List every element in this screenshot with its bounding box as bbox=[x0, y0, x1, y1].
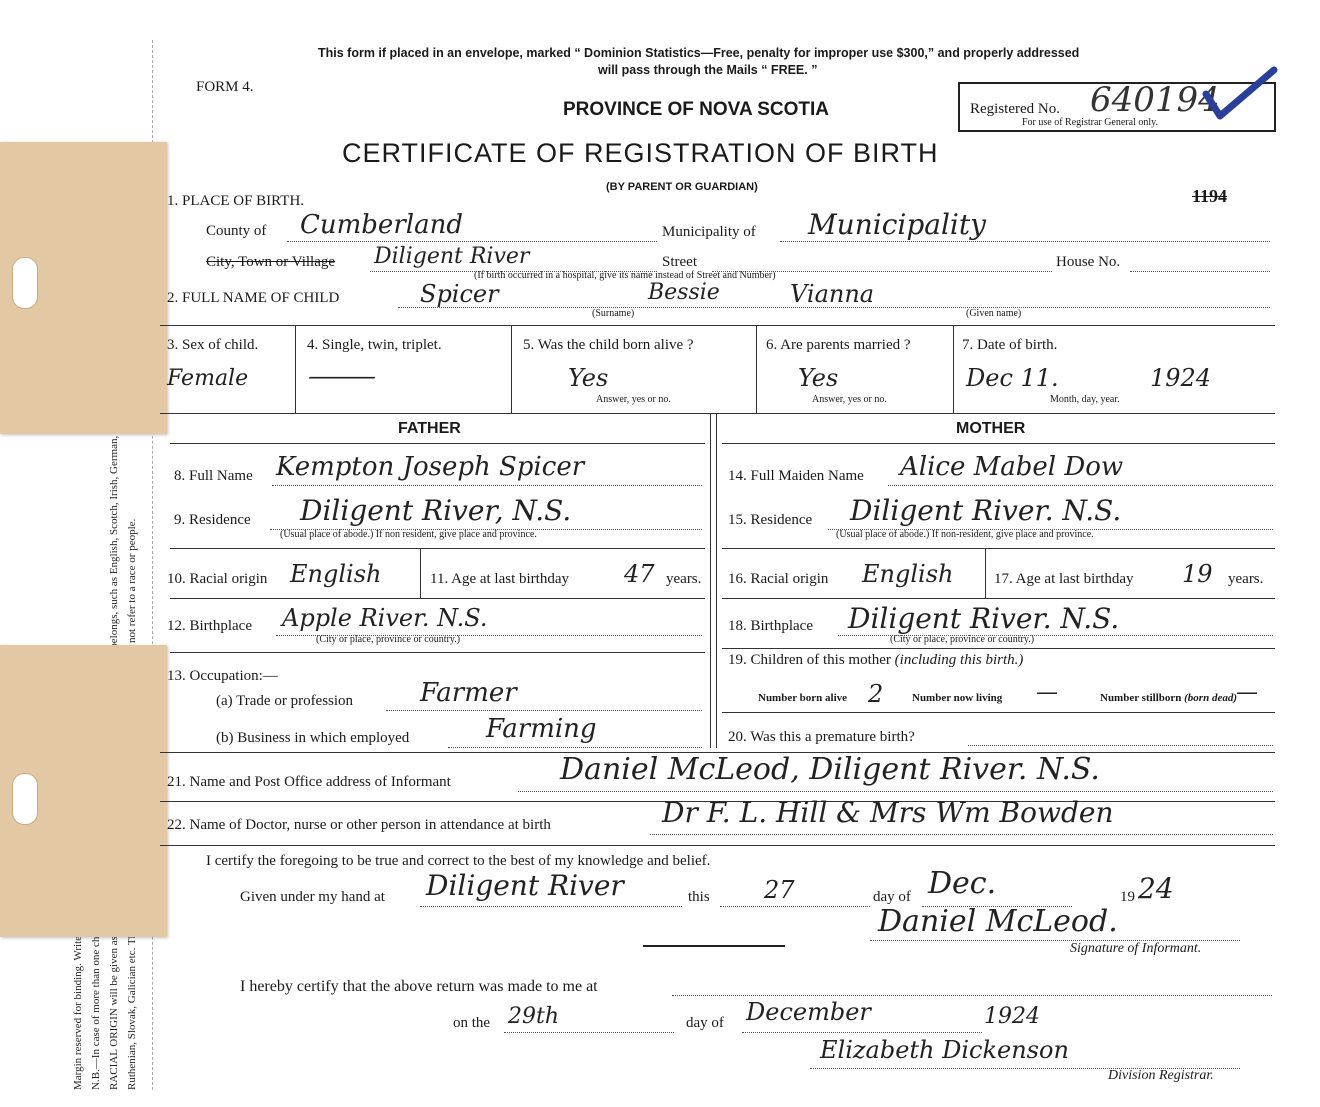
county-value: Cumberland bbox=[300, 210, 463, 240]
street-label: Street bbox=[662, 254, 697, 270]
single-label: 4. Single, twin, triplet. bbox=[307, 337, 442, 353]
father-birthplace-value: Apple River. N.S. bbox=[282, 604, 488, 632]
on-the-label: on the bbox=[453, 1015, 491, 1031]
stillborn-label: Number stillborn (born dead) bbox=[1100, 692, 1237, 704]
living-label: Number now living bbox=[912, 692, 1003, 704]
mother-heading: MOTHER bbox=[956, 420, 1026, 437]
mother-age-suffix: years. bbox=[1228, 571, 1264, 587]
father-name-value: Kempton Joseph Spicer bbox=[276, 452, 585, 482]
form-number: FORM 4. bbox=[196, 79, 254, 95]
child-given-name-2: Vianna bbox=[790, 280, 875, 308]
father-heading: FATHER bbox=[398, 420, 461, 437]
sex-value: Female bbox=[167, 366, 249, 391]
born-alive-label: Number born alive bbox=[758, 692, 848, 704]
paper-tag-bottom bbox=[0, 645, 167, 937]
registered-number: 640194 bbox=[1090, 80, 1220, 120]
father-age-value: 47 bbox=[624, 560, 655, 588]
father-residence-label: 9. Residence bbox=[174, 512, 251, 528]
registrar-day-value: 29th bbox=[508, 1004, 560, 1029]
municipality-value: Municipality bbox=[808, 208, 986, 241]
single-value: — bbox=[306, 362, 378, 390]
local-number: 1194 bbox=[1192, 186, 1228, 206]
alive-label: 5. Was the child born alive ? bbox=[523, 337, 694, 353]
trade-label: (a) Trade or profession bbox=[216, 693, 354, 709]
certificate-subtitle: (BY PARENT OR GUARDIAN) bbox=[606, 181, 758, 193]
informant-value: Daniel McLeod, Diligent River. N.S. bbox=[560, 752, 1100, 787]
mother-name-value: Alice Mabel Dow bbox=[900, 452, 1124, 482]
father-name-label: 8. Full Name bbox=[174, 468, 253, 484]
mother-age-value: 19 bbox=[1182, 560, 1213, 588]
check-mark-icon bbox=[1200, 64, 1280, 124]
given-label: Given under my hand at bbox=[240, 889, 385, 905]
city-value: Diligent River bbox=[374, 244, 530, 269]
mother-name-label: 14. Full Maiden Name bbox=[728, 468, 864, 484]
father-racial-label: 10. Racial origin bbox=[167, 571, 268, 587]
registrar-statement: I hereby certify that the above return was made to me at bbox=[240, 978, 598, 995]
born-alive-value: 2 bbox=[868, 680, 884, 708]
father-residence-caption: (Usual place of abode.) If non resident, give place and province. bbox=[280, 529, 537, 540]
given-place: Diligent River bbox=[426, 869, 624, 902]
informant-label: 21. Name and Post Office address of Informant bbox=[167, 774, 451, 790]
informant-signature: Daniel McLeod. bbox=[878, 904, 1118, 939]
hospital-note: (If birth occurred in a hospital, give its name instead of Street and Number) bbox=[474, 270, 776, 281]
sex-label: 3. Sex of child. bbox=[167, 337, 259, 353]
doctor-value: Dr F. L. Hill & Mrs Wm Bowden bbox=[662, 796, 1114, 829]
father-birthplace-label: 12. Birthplace bbox=[167, 618, 252, 634]
place-of-birth-heading: 1. PLACE OF BIRTH. bbox=[167, 193, 305, 209]
premature-label: 20. Was this a premature birth? bbox=[728, 729, 915, 745]
envelope-note-1: This form if placed in an envelope, marked “ Dominion Statistics—Free, penalty for improper use $300,” and properly addressed bbox=[318, 46, 1080, 60]
stillborn-value: — bbox=[1236, 680, 1258, 705]
alive-caption: Answer, yes or no. bbox=[596, 394, 671, 405]
registrar-year-value: 1924 bbox=[984, 1004, 1040, 1029]
given-caption: (Given name) bbox=[966, 308, 1022, 319]
child-surname: Spicer bbox=[420, 280, 499, 308]
day-of-label: day of bbox=[686, 1015, 724, 1031]
mother-residence-value: Diligent River. N.S. bbox=[850, 494, 1122, 527]
registered-label: Registered No. bbox=[970, 101, 1060, 117]
certificate-title: CERTIFICATE OF REGISTRATION OF BIRTH bbox=[342, 138, 939, 168]
doctor-label: 22. Name of Doctor, nurse or other person in attendance at birth bbox=[167, 817, 551, 833]
tag-hole bbox=[12, 773, 38, 825]
this-label: this bbox=[688, 889, 710, 905]
day-label: day of bbox=[873, 889, 911, 905]
business-label: (b) Business in which employed bbox=[216, 730, 410, 746]
date-month-day: Dec 11. bbox=[966, 364, 1059, 392]
date-label: 7. Date of birth. bbox=[962, 337, 1058, 353]
surname-caption: (Surname) bbox=[592, 308, 635, 319]
province-title: PROVINCE OF NOVA SCOTIA bbox=[563, 99, 830, 120]
mother-racial-label: 16. Racial origin bbox=[728, 571, 829, 587]
year-prefix: 19 bbox=[1120, 889, 1135, 905]
envelope-note-2: will pass through the Mails “ FREE. ” bbox=[598, 63, 818, 77]
trade-value: Farmer bbox=[420, 678, 517, 708]
mother-birthplace-caption: (City or place, province or country.) bbox=[890, 634, 1035, 645]
father-age-suffix: years. bbox=[666, 571, 702, 587]
married-label: 6. Are parents married ? bbox=[766, 337, 911, 353]
business-value: Farming bbox=[486, 714, 597, 744]
municipality-label: Municipality of bbox=[662, 224, 756, 240]
married-caption: Answer, yes or no. bbox=[812, 394, 887, 405]
date-caption: Month, day, year. bbox=[1050, 394, 1120, 405]
tag-hole bbox=[12, 257, 38, 309]
paper-tag-top bbox=[0, 142, 167, 434]
mother-residence-label: 15. Residence bbox=[728, 512, 813, 528]
month-value: Dec. bbox=[928, 866, 997, 901]
registrar-use-note: For use of Registrar General only. bbox=[1022, 117, 1158, 128]
father-residence-value: Diligent River, N.S. bbox=[300, 494, 572, 527]
living-value: — bbox=[1036, 680, 1058, 705]
registrar-signature: Elizabeth Dickenson bbox=[820, 1036, 1069, 1064]
father-birthplace-caption: (City or place, province or country.) bbox=[316, 634, 461, 645]
mother-age-label: 17. Age at last birthday bbox=[994, 571, 1134, 587]
occupation-label: 13. Occupation:— bbox=[167, 668, 278, 684]
married-value: Yes bbox=[798, 364, 839, 392]
mother-birthplace-label: 18. Birthplace bbox=[728, 618, 813, 634]
year-value: 24 bbox=[1138, 872, 1174, 905]
registrar-month-value: December bbox=[746, 998, 871, 1026]
county-label: County of bbox=[206, 223, 267, 239]
house-label: House No. bbox=[1056, 254, 1121, 270]
child-given-name-1: Bessie bbox=[648, 280, 720, 305]
city-label: City, Town or Village bbox=[206, 254, 336, 270]
father-racial-value: English bbox=[290, 560, 382, 588]
mother-racial-value: English bbox=[862, 560, 954, 588]
date-year: 1924 bbox=[1150, 364, 1212, 392]
certification-statement: I certify the foregoing to be true and correct to the best of my knowledge and belief. bbox=[206, 853, 711, 869]
child-name-heading: 2. FULL NAME OF CHILD bbox=[167, 290, 340, 306]
registrar-caption: Division Registrar. bbox=[1108, 1068, 1214, 1083]
informant-signature-caption: Signature of Informant. bbox=[1070, 941, 1202, 956]
children-label: 19. Children of this mother (including this birth.) bbox=[728, 652, 1024, 668]
father-age-label: 11. Age at last birthday bbox=[430, 571, 569, 587]
day-value: 27 bbox=[764, 876, 795, 904]
alive-value: Yes bbox=[568, 364, 609, 392]
mother-birthplace-value: Diligent River. N.S. bbox=[848, 602, 1120, 635]
mother-residence-caption: (Usual place of abode.) If non-resident, give place and province. bbox=[836, 529, 1094, 540]
